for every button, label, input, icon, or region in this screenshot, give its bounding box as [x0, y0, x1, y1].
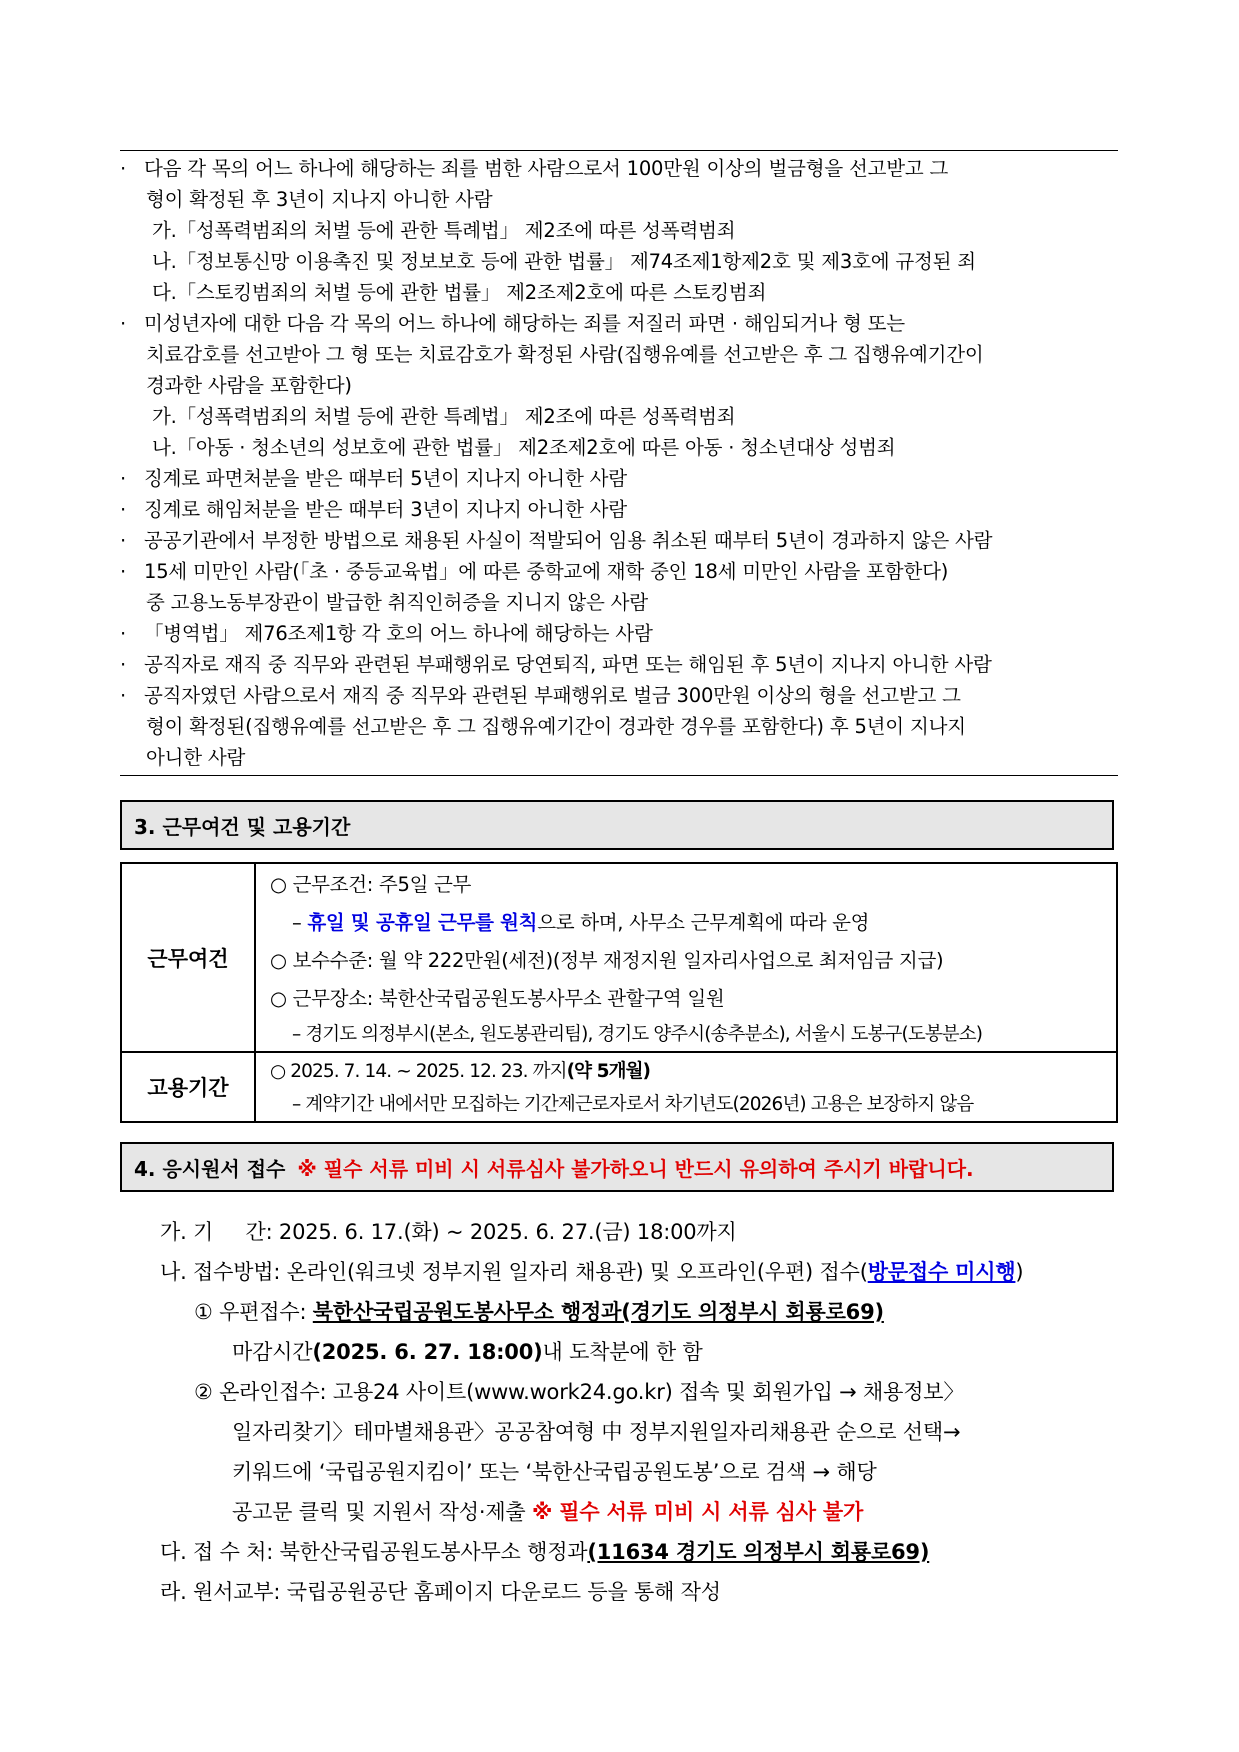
bullet-icon: · — [120, 157, 126, 180]
method-text: 나. 접수방법: 온라인(워크넷 정부지원 일자리 채용관) 및 오프라인(우편) 접수( — [160, 1260, 868, 1284]
list-item-text: 공직자였던 사람으로서 재직 중 직무와 관련된 부패행위로 벌금 300만원 이상의 형을 선고받고 그 — [144, 684, 961, 707]
work-conditions-label: 근무여건 — [121, 863, 255, 1052]
table-row — [121, 1052, 1117, 1122]
section4-warning: ※ 필수 서류 미비 시 서류심사 불가하오니 반드시 유의하여 주시기 바랍니다. — [297, 1157, 974, 1181]
work-location: ○ 근무장소: 북한산국립공원도봉사무소 관할구역 일원 — [270, 987, 725, 1010]
list-item-text: 징계로 해임처분을 받은 때부터 3년이 지나지 아니한 사람 — [144, 498, 627, 521]
list-item — [120, 618, 1118, 649]
work-location-detail: – 경기도 의정부시(본소, 원도봉관리팀), 경기도 양주시(송추분소), 서울시 도봉구(도봉분소) — [292, 1024, 983, 1045]
no-visit-notice: 방문접수 미시행 — [867, 1260, 1016, 1284]
mail-address: 북한산국립공원도봉사무소 행정과(경기도 의정부시 회룡로69) — [312, 1300, 884, 1324]
employment-dates-text: ○ 2025. 7. 14. ~ 2025. 12. 23. 까지 — [270, 1061, 567, 1082]
bullet-icon: · — [120, 312, 126, 335]
list-item — [120, 525, 1118, 556]
destination-address: (11634 경기도 의정부시 회룡로69) — [587, 1540, 930, 1564]
list-item-text: 15세 미만인 사람(「초 · 중등교육법」에 따른 중학교에 재학 중인 18세 미만인 사람을 포함한다) — [144, 560, 949, 583]
list-subitem: 나.「정보통신망 이용촉진 및 정보보호 등에 관한 법률」 제74조제1항제2호 및 제3호에 규정된 죄 — [152, 250, 976, 273]
bullet-icon: · — [120, 684, 126, 707]
work-schedule: ○ 근무조건: 주5일 근무 — [270, 873, 472, 896]
deadline-rest: 내 도착분에 한 함 — [542, 1340, 703, 1364]
list-item — [120, 556, 1118, 587]
list-item-text: 다음 각 목의 어느 하나에 해당하는 죄를 범한 사람으로서 100만원 이상의 벌금형을 선고받고 그 — [144, 157, 949, 180]
work-conditions-cell — [255, 863, 1117, 1052]
online-submit: 공고문 클릭 및 지원서 작성·제출 — [232, 1500, 526, 1524]
section4-heading — [120, 1142, 1114, 1192]
list-item — [120, 153, 1118, 184]
dash: – — [292, 911, 308, 934]
deadline-value: (2025. 6. 27. 18:00) — [312, 1340, 543, 1364]
table-row — [121, 863, 1117, 1052]
list-item-text: 미성년자에 대한 다음 각 목의 어느 하나에 해당하는 죄를 저질러 파면 · 해임되거나 형 또는 — [144, 312, 905, 335]
section4-title: 4. 응시원서 접수 — [134, 1157, 286, 1181]
application-form: 라. 원서교부: 국립공원공단 홈페이지 다운로드 등을 통해 작성 — [160, 1580, 721, 1604]
bullet-icon: · — [120, 560, 126, 583]
bullet-icon: · — [120, 653, 126, 676]
list-subitem: 나.「아동 · 청소년의 성보호에 관한 법률」 제2조제2호에 따른 아동 · 청소년대상 성범죄 — [152, 436, 896, 459]
working-conditions-table — [120, 862, 1118, 1123]
list-subitem: 가.「성폭력범죄의 처벌 등에 관한 특례법」 제2조에 따른 성폭력범죄 — [152, 219, 736, 242]
online-steps-1: 일자리찾기〉테마별채용관〉공공참여형 中 정부지원일자리채용관 순으로 선택→ — [232, 1420, 961, 1444]
list-item — [120, 463, 1118, 494]
online-warning: ※ 필수 서류 미비 시 서류 심사 불가 — [531, 1500, 864, 1524]
list-item-continuation: 형이 확정된 후 3년이 지나지 아니한 사람 — [146, 188, 493, 211]
employment-period-label: 고용기간 — [121, 1052, 255, 1122]
list-item — [120, 308, 1118, 339]
employment-note: – 계약기간 내에서만 모집하는 기간제근로자로서 차기년도(2026년) 고용은 보장하지 않음 — [292, 1094, 974, 1115]
employment-duration: (약 5개월) — [566, 1061, 651, 1082]
disqualification-list — [120, 150, 1118, 776]
section3-title: 3. 근무여건 및 고용기간 — [134, 815, 351, 839]
list-item-continuation: 치료감호를 선고받아 그 형 또는 치료감호가 확정된 사람(집행유예를 선고받은 후 그 집행유예기간이 — [146, 343, 984, 366]
list-item-text: 공공기관에서 부정한 방법으로 채용된 사실이 적발되어 임용 취소된 때부터 5년이 경과하지 않은 사람 — [144, 529, 993, 552]
application-method — [160, 1252, 1120, 1292]
mail-deadline — [160, 1332, 1120, 1372]
list-item-continuation: 아니한 사람 — [146, 746, 246, 769]
method-close: ) — [1015, 1260, 1024, 1284]
list-item-continuation: 중 고용노동부장관이 발급한 취직인허증을 지니지 않은 사람 — [146, 591, 648, 614]
online-application: ② 온라인접수: 고용24 사이트(www.work24.go.kr) 접속 및 회원가입 → 채용정보〉 — [194, 1380, 965, 1404]
mail-label: ① 우편접수: — [194, 1300, 313, 1324]
list-item-continuation: 형이 확정된(집행유예를 선고받은 후 그 집행유예기간이 경과한 경우를 포함한다) 후 5년이 지나지 — [146, 715, 966, 738]
list-subitem: 다.「스토킹범죄의 처벌 등에 관한 법률」 제2조제2호에 따른 스토킹범죄 — [152, 281, 767, 304]
employment-dates — [270, 1055, 1112, 1088]
work-holiday-note — [270, 904, 1112, 942]
section3-heading — [120, 800, 1114, 850]
holiday-emphasis: 휴일 및 공휴일 근무를 원칙 — [307, 911, 538, 934]
deadline-label: 마감시간 — [232, 1340, 313, 1364]
list-item — [120, 649, 1118, 680]
bullet-icon: · — [120, 529, 126, 552]
list-item-text: 공직자로 재직 중 직무와 관련된 부패행위로 당연퇴직, 파면 또는 해임된 후 5년이 지나지 아니한 사람 — [144, 653, 992, 676]
mail-application — [160, 1292, 1120, 1332]
bullet-icon: · — [120, 622, 126, 645]
application-destination — [160, 1532, 1120, 1572]
list-item — [120, 494, 1118, 525]
application-details — [160, 1212, 1120, 1612]
bullet-icon: · — [120, 467, 126, 490]
list-subitem: 가.「성폭력범죄의 처벌 등에 관한 특례법」 제2조에 따른 성폭력범죄 — [152, 405, 736, 428]
list-item — [120, 680, 1118, 711]
employment-period-cell — [255, 1052, 1117, 1122]
list-item-text: 「병역법」 제76조제1항 각 호의 어느 하나에 해당하는 사람 — [144, 622, 653, 645]
online-steps-3 — [160, 1492, 1120, 1532]
bullet-icon: · — [120, 498, 126, 521]
salary-level: ○ 보수수준: 월 약 222만원(세전)(정부 재정지원 일자리사업으로 최저임금 지급) — [270, 949, 944, 972]
online-steps-2: 키워드에 ‘국립공원지킴이’ 또는 ‘북한산국립공원도봉’으로 검색 → 해당 — [232, 1460, 877, 1484]
list-item-text: 징계로 파면처분을 받은 때부터 5년이 지나지 아니한 사람 — [144, 467, 627, 490]
list-item-continuation: 경과한 사람을 포함한다) — [146, 374, 352, 397]
destination-text: 다. 접 수 처: 북한산국립공원도봉사무소 행정과 — [160, 1540, 588, 1564]
application-period: 가. 기 간: 2025. 6. 17.(화) ~ 2025. 6. 27.(금) 18:00까지 — [160, 1220, 737, 1244]
holiday-rest: 으로 하며, 사무소 근무계획에 따라 운영 — [537, 911, 870, 934]
